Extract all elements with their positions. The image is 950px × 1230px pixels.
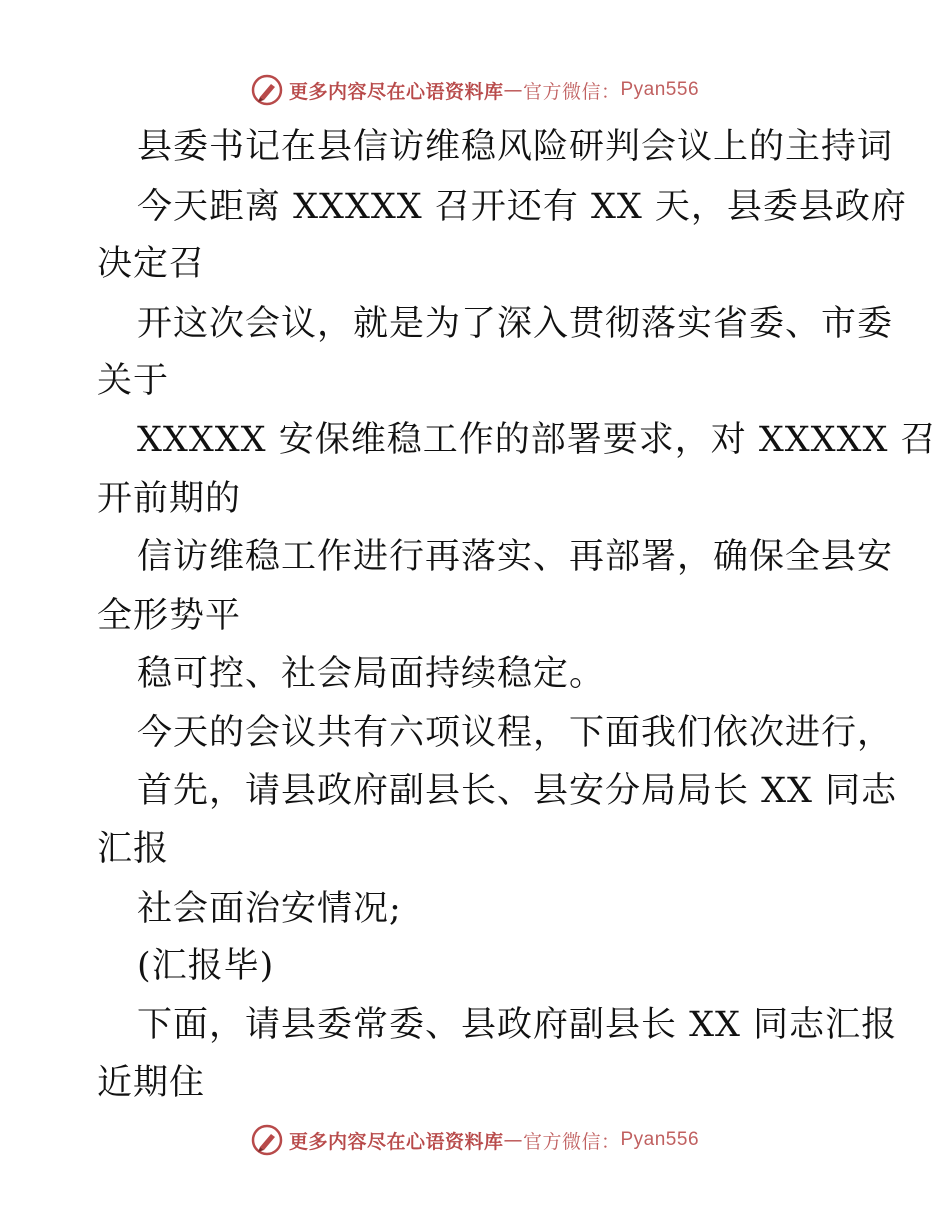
watermark-sub-text: 官方微信： (522, 80, 621, 103)
text-line: 开这次会议，就是为了深入贯彻落实省委、市委 (137, 304, 894, 344)
text-line: 下面，请县委常委、县政府副县长 XX 同志汇报 (137, 1005, 898, 1045)
watermark-dash: — (503, 1129, 523, 1151)
text-line: 全形势平 (97, 596, 242, 636)
text-line: 信访维稳工作进行再落实、再部署，确保全县安 (137, 537, 894, 577)
document-title: 县委书记在县信访维稳风险研判会议上的主持词 (137, 127, 894, 167)
text-line: 汇报 (97, 829, 170, 869)
text-line: 社会面治安情况; (137, 889, 402, 929)
text-line: 开前期的 (97, 479, 242, 519)
text-line: 今天的会议共有六项议程，下面我们依次进行， (137, 713, 894, 753)
watermark-id-text: Pyan556 (620, 79, 700, 100)
pen-logo-icon (251, 1124, 283, 1156)
watermark-dash: — (503, 79, 523, 101)
text-line: (汇报毕) (137, 946, 275, 986)
text-line: 首先，请县政府副县长、县安分局局长 XX 同志 (137, 771, 898, 811)
text-line: 近期住 (97, 1063, 206, 1103)
text-line: 今天距离 XXXXX 召开还有 XX 天，县委县政府 (137, 187, 907, 227)
watermark-main-text: 更多内容尽在心语资料库 (288, 80, 504, 103)
text-line: XXXXX 安保维稳工作的部署要求，对 XXXXX 召 (137, 420, 937, 460)
text-line: 决定召 (97, 244, 206, 284)
watermark-id-text: Pyan556 (620, 1129, 700, 1150)
watermark-main-text: 更多内容尽在心语资料库 (288, 1130, 504, 1153)
watermark-banner-bottom (0, 1120, 950, 1160)
text-line: 关于 (97, 361, 170, 401)
watermark-sub-text: 官方微信： (522, 1130, 621, 1153)
text-line: 稳可控、社会局面持续稳定。 (137, 654, 606, 694)
